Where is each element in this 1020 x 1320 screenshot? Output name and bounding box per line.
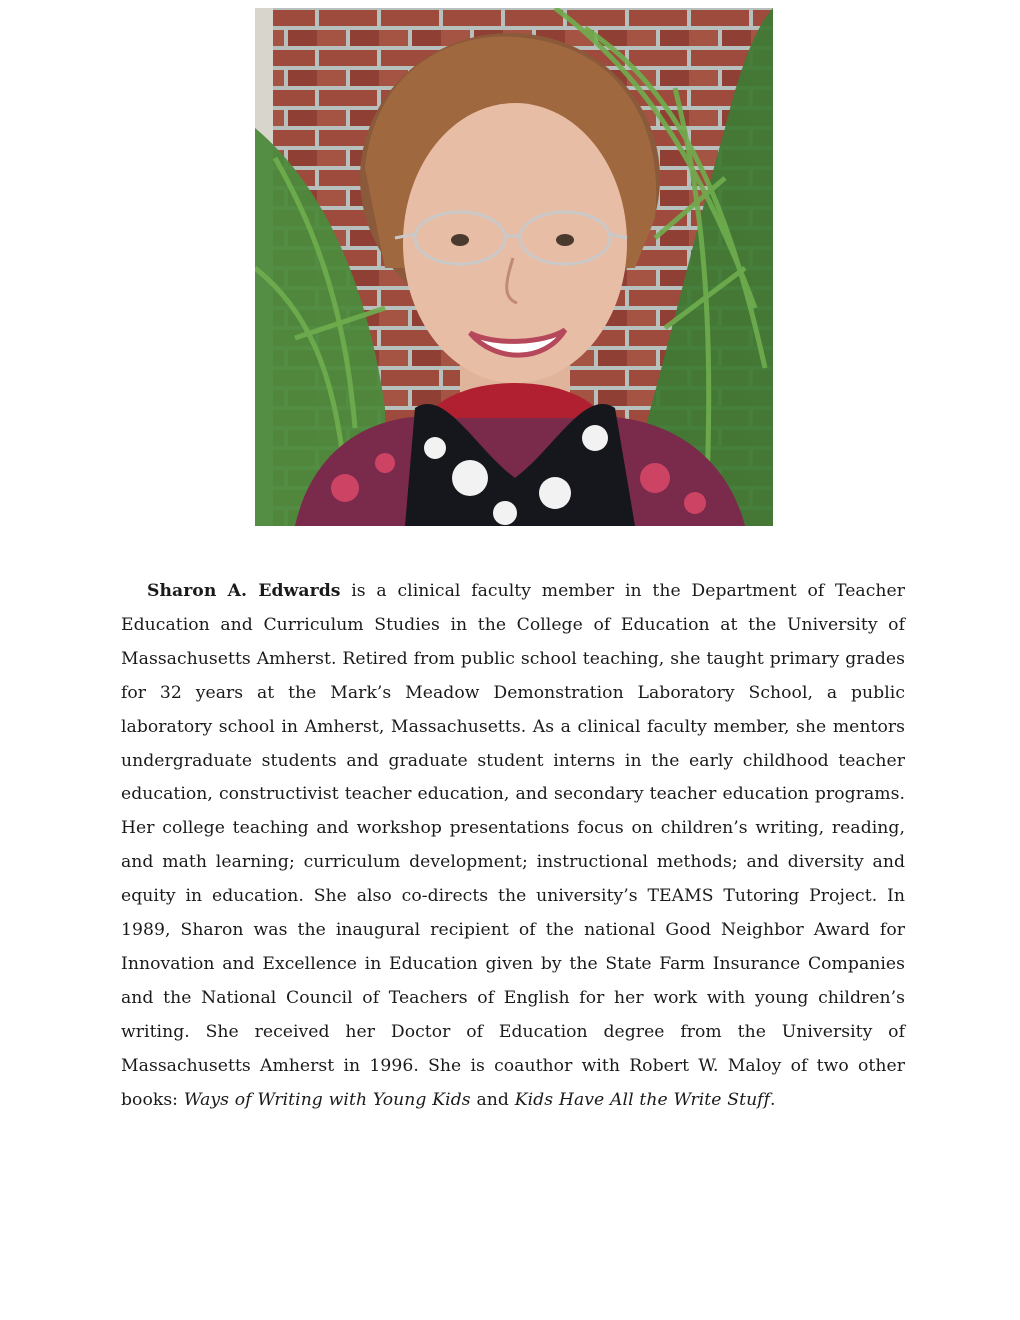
- bio-text-1: is a clinical faculty member in the Department of Teacher Education and Curriculum Studies in the College of Education at the University of Massachusetts Amherst. Retired from public school teaching, she taught primary grades for 32 years at the Mark’s Meadow Demonstration Laboratory School, a public laboratory school in Amherst, Massachusetts. As a clinical faculty member, she mentors undergraduate students and graduate student interns in the early childhood teacher education, constructivist teacher education, and secondary teacher education programs. Her college teaching and workshop presentations focus on children’s writing, reading, and math learning; curriculum development; instructional methods; and diversity and equity in education. She also co-directs the university’s TEAMS Tutoring Project. In 1989, Sharon was the inaugural recipient of the national Good Neighbor Award for Innovation and Excellence in Education given by the State Farm Insurance Companies and the National Council of Teachers of English for her work with young children’s writing. She received her Doctor of Education degree from the University of Massachusetts Amherst in 1996. She is coauthor with Robert W. Maloy of two other books:: [121, 581, 905, 1110]
- book-title-1: Ways of Writing with Young Kids: [183, 1089, 471, 1110]
- portrait-illustration: [255, 8, 773, 526]
- author-portrait-photo: [255, 8, 773, 526]
- bio-text-2: and: [470, 1089, 515, 1110]
- book-title-2: Kids Have All the Write Stuff: [514, 1089, 771, 1110]
- author-bio: [121, 575, 905, 1118]
- bio-text-3: .: [770, 1089, 776, 1110]
- author-name: Sharon A. Edwards: [147, 581, 341, 601]
